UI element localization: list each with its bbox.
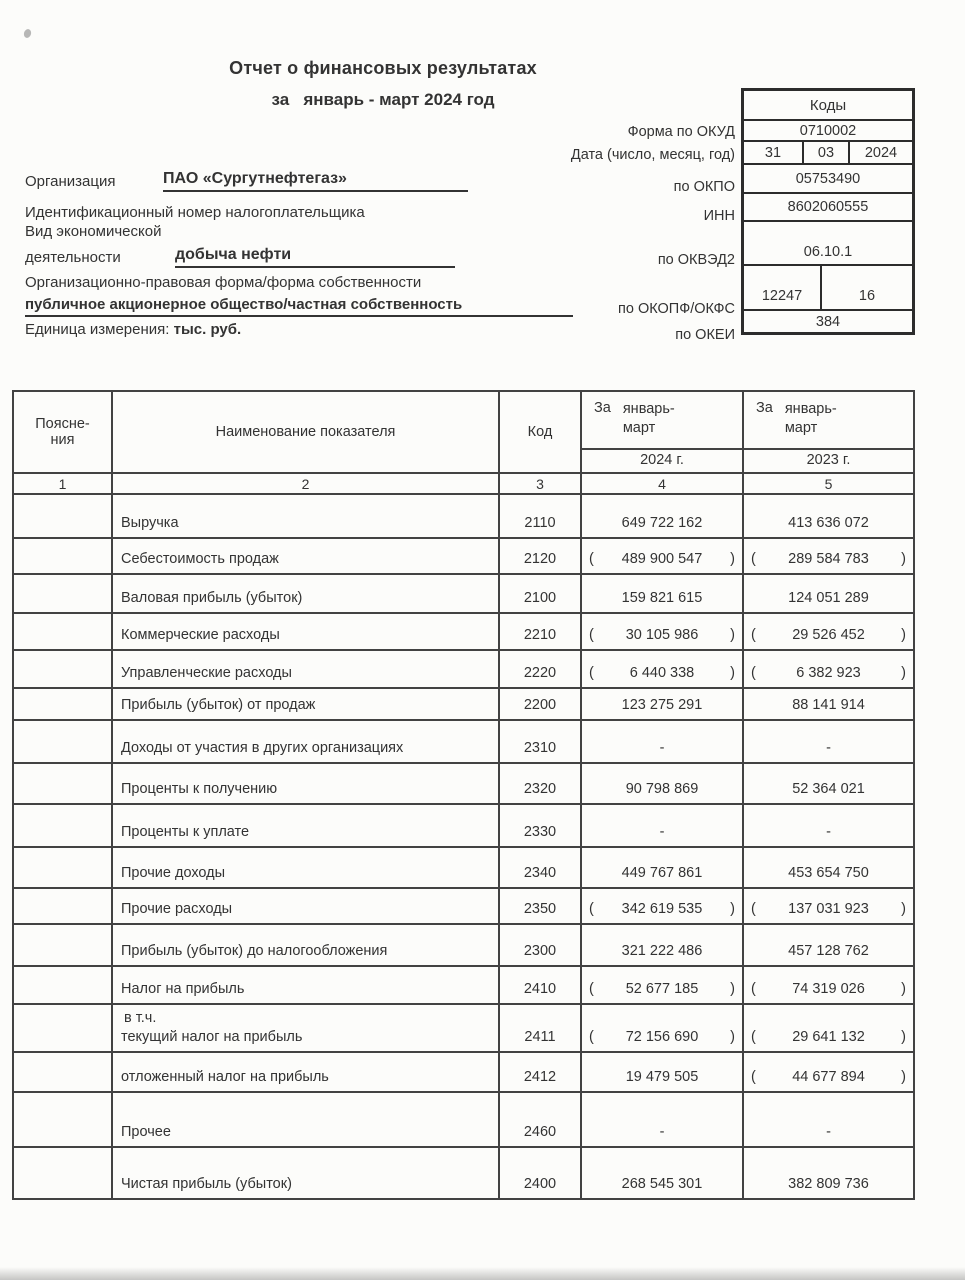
indicator-label: Прибыль (убыток) от продаж (121, 697, 316, 713)
table-row (13, 538, 914, 574)
value-2023: - (826, 824, 831, 840)
okpo-label: по ОКПО (673, 179, 735, 195)
header-explanations: Поясне- ния (13, 391, 112, 473)
explanation-cell (13, 650, 112, 688)
col-num-4: 4 (581, 473, 743, 494)
value-2023-cell (743, 888, 914, 924)
value-2024-cell (581, 1004, 743, 1052)
value-2024-cell (581, 720, 743, 763)
indicator-cell (112, 613, 499, 650)
table-row (13, 847, 914, 888)
value-2023: 289 584 783 (788, 551, 869, 567)
value-2023: 29 526 452 (792, 627, 865, 643)
paren-close: ) (901, 627, 906, 643)
col-num-5: 5 (743, 473, 914, 494)
value-2024-cell (581, 763, 743, 804)
indicator-cell (112, 847, 499, 888)
header-period-2024: За январь- март 2024 г. (581, 391, 743, 473)
scan-artifact (23, 28, 32, 39)
indicator-cell (112, 574, 499, 613)
paren-open: ( (589, 665, 594, 681)
paren-close: ) (730, 627, 735, 643)
value-2024: 30 105 986 (625, 627, 699, 643)
indicator-sublabel: в т.ч. (124, 1009, 157, 1026)
indicator-cell (112, 924, 499, 966)
organization-value: ПАО «Сургутнефтегаз» (163, 170, 468, 192)
value-2024-cell (581, 688, 743, 720)
activity-label-line1: Вид экономической (25, 223, 162, 240)
paren-open: ( (589, 981, 594, 997)
document-period: за январь - март 2024 год (271, 90, 495, 109)
code-cell: 2210 (499, 613, 581, 650)
indicator-cell (112, 1147, 499, 1199)
paren-open: ( (751, 551, 756, 567)
table-row (13, 924, 914, 966)
value-2024-cell (581, 847, 743, 888)
value-2024: 159 821 615 (621, 590, 703, 606)
date-label: Дата (число, месяц, год) (570, 147, 735, 163)
scan-edge-shadow (0, 1267, 965, 1280)
paren-open: ( (751, 981, 756, 997)
code-cell: 2110 (499, 494, 581, 538)
value-2024: 123 275 291 (621, 697, 703, 713)
value-2024: 321 222 486 (621, 943, 703, 959)
unit-label: Единица измерения: (25, 321, 170, 338)
explanation-cell (13, 1052, 112, 1092)
codes-box (741, 88, 915, 335)
value-2023: 44 677 894 (792, 1069, 865, 1085)
indicator-label: Выручка (121, 515, 179, 531)
okved-value: 06.10.1 (744, 220, 912, 264)
value-2023-cell (743, 924, 914, 966)
value-2023: 382 809 736 (788, 1176, 869, 1192)
explanation-cell (13, 804, 112, 847)
okopf-okfs-value-row (744, 264, 912, 309)
col-num-3: 3 (499, 473, 581, 494)
value-2024-cell (581, 804, 743, 847)
value-2023-cell (743, 613, 914, 650)
value-2024-cell (581, 650, 743, 688)
paren-open: ( (751, 665, 756, 681)
explanation-cell (13, 494, 112, 538)
header-code: Код (499, 391, 581, 473)
col-num-2: 2 (112, 473, 499, 494)
value-2024-cell (581, 966, 743, 1004)
table-row (13, 888, 914, 924)
indicator-label: отложенный налог на прибыль (121, 1069, 329, 1085)
value-2024-cell (581, 574, 743, 613)
table-row (13, 650, 914, 688)
inn-value: 8602060555 (744, 192, 912, 220)
inn-label: ИНН (703, 208, 735, 224)
paren-open: ( (589, 551, 594, 567)
indicator-cell (112, 763, 499, 804)
value-2024-cell (581, 1092, 743, 1147)
code-cell: 2320 (499, 763, 581, 804)
paren-open: ( (589, 627, 594, 643)
code-cell: 2200 (499, 688, 581, 720)
indicator-label: текущий налог на прибыль (121, 1029, 303, 1045)
table-row (13, 1147, 914, 1199)
code-cell: 2300 (499, 924, 581, 966)
legal-form-label: Организационно-правовая форма/форма собственности (25, 274, 422, 291)
indicator-cell (112, 966, 499, 1004)
paren-open: ( (751, 627, 756, 643)
value-2023-cell (743, 1052, 914, 1092)
indicator-label: Прочие доходы (121, 865, 226, 881)
indicator-label: Проценты к уплате (121, 824, 250, 840)
value-2024-cell (581, 888, 743, 924)
value-2024: - (659, 824, 665, 840)
value-2024: 449 767 861 (621, 865, 703, 881)
code-cell: 2410 (499, 966, 581, 1004)
okud-value: 0710002 (744, 119, 912, 140)
table-row (13, 688, 914, 720)
indicator-cell (112, 650, 499, 688)
code-cell: 2340 (499, 847, 581, 888)
okpo-value: 05753490 (744, 163, 912, 192)
table-row (13, 494, 914, 538)
za-2024: За (594, 400, 611, 416)
code-cell: 2310 (499, 720, 581, 763)
value-2024: 342 619 535 (621, 901, 703, 917)
value-2023: 137 031 923 (788, 901, 869, 917)
okopf-okfs-label: по ОКОПФ/ОКФС (618, 301, 735, 317)
unit-value: тыс. руб. (173, 321, 242, 338)
indicator-label: Себестоимость продаж (121, 551, 279, 567)
date-month: 03 (802, 142, 848, 163)
code-cell: 2411 (499, 1004, 581, 1052)
value-2023-cell (743, 847, 914, 888)
legal-form-value: публичное акционерное общество/частная собственность (25, 296, 573, 317)
paren-close: ) (901, 551, 906, 567)
value-2023: 413 636 072 (788, 515, 869, 531)
indicator-label: Прибыль (убыток) до налогообложения (121, 943, 388, 959)
document-title: Отчет о финансовых результатах (229, 58, 537, 78)
value-2023: - (826, 740, 831, 756)
explanation-cell (13, 847, 112, 888)
year-2023: 2023 г. (806, 452, 851, 468)
paren-open: ( (751, 1029, 756, 1045)
okei-value: 384 (744, 309, 912, 332)
okved-label: по ОКВЭД2 (657, 252, 735, 268)
value-2023: 74 319 026 (792, 981, 865, 997)
column-number-row (13, 473, 914, 494)
code-cell: 2120 (499, 538, 581, 574)
table-row (13, 804, 914, 847)
value-2024-cell (581, 924, 743, 966)
indicator-label: Валовая прибыль (убыток) (121, 590, 303, 606)
indicator-cell (112, 538, 499, 574)
explanation-cell (13, 1147, 112, 1199)
value-2023-cell (743, 804, 914, 847)
value-2023-cell (743, 494, 914, 538)
codes-box-header: Коды (809, 96, 847, 114)
explanation-cell (13, 688, 112, 720)
value-2024: 489 900 547 (621, 551, 703, 567)
za-2023: За (756, 400, 773, 416)
code-cell: 2220 (499, 650, 581, 688)
paren-open: ( (751, 901, 756, 917)
value-2024-cell (581, 538, 743, 574)
value-2023: 52 364 021 (792, 781, 865, 797)
code-cell: 2400 (499, 1147, 581, 1199)
value-2023: 457 128 762 (788, 943, 869, 959)
table-row (13, 574, 914, 613)
value-2023-cell (743, 1004, 914, 1052)
value-2024: - (659, 1124, 665, 1140)
value-2024: 19 479 505 (625, 1069, 699, 1085)
value-2023-cell (743, 688, 914, 720)
paren-close: ) (730, 665, 735, 681)
indicator-cell (112, 688, 499, 720)
code-cell: 2350 (499, 888, 581, 924)
header-period-2023: За январь- март 2023 г. (743, 391, 914, 473)
paren-close: ) (730, 551, 735, 567)
date-year: 2024 (848, 142, 912, 163)
activity-label-line2: деятельности (25, 249, 121, 266)
okopf-value: 12247 (761, 288, 803, 304)
table-row (13, 720, 914, 763)
paren-close: ) (730, 901, 735, 917)
col-num-1: 1 (13, 473, 112, 494)
value-2023-cell (743, 1147, 914, 1199)
explanation-cell (13, 574, 112, 613)
header-indicator-name: Наименование показателя (112, 391, 499, 473)
taxpayer-id-label: Идентификационный номер налогоплательщика (25, 204, 365, 221)
table-row (13, 966, 914, 1004)
value-2024: 72 156 690 (625, 1029, 699, 1045)
value-2023: 88 141 914 (792, 697, 865, 713)
date-day: 31 (764, 144, 782, 161)
explanation-cell (13, 613, 112, 650)
table-row (13, 1004, 914, 1052)
okud-form-label: Форма по ОКУД (627, 124, 735, 140)
explanation-cell (13, 888, 112, 924)
value-2024-cell (581, 494, 743, 538)
value-2023-cell (743, 720, 914, 763)
value-2023-cell (743, 538, 914, 574)
value-2024: - (659, 740, 665, 756)
value-2023-cell (743, 763, 914, 804)
organization-label: Организация (25, 173, 116, 190)
value-2023-cell (743, 966, 914, 1004)
value-2024: 52 677 185 (625, 981, 699, 997)
code-cell: 2100 (499, 574, 581, 613)
value-2023: - (826, 1124, 831, 1140)
indicator-cell (112, 1004, 499, 1052)
value-2023-cell (743, 650, 914, 688)
table-row (13, 1092, 914, 1147)
paren-close: ) (730, 981, 735, 997)
value-2024: 268 545 301 (621, 1176, 703, 1192)
table-body (13, 494, 914, 1199)
indicator-label: Коммерческие расходы (121, 627, 280, 643)
value-2024-cell (581, 613, 743, 650)
activity-value: добыча нефти (175, 246, 455, 268)
indicator-cell (112, 720, 499, 763)
indicator-label: Проценты к получению (121, 781, 278, 797)
value-2023-cell (743, 574, 914, 613)
okfs-value: 16 (820, 266, 912, 309)
explanation-cell (13, 538, 112, 574)
indicator-label: Чистая прибыль (убыток) (121, 1176, 292, 1192)
table-row (13, 613, 914, 650)
table-row (13, 763, 914, 804)
indicator-cell (112, 1052, 499, 1092)
table-row (13, 1052, 914, 1092)
paren-open: ( (751, 1069, 756, 1085)
code-cell: 2460 (499, 1092, 581, 1147)
explanation-cell (13, 1004, 112, 1052)
value-2023-cell (743, 1092, 914, 1147)
indicator-label: Прочее (121, 1124, 171, 1140)
paren-close: ) (901, 901, 906, 917)
income-statement-table (12, 390, 915, 1200)
indicator-cell (112, 1092, 499, 1147)
value-2024: 649 722 162 (621, 515, 703, 531)
explanation-cell (13, 763, 112, 804)
value-2024: 6 440 338 (629, 665, 695, 681)
paren-close: ) (901, 1029, 906, 1045)
paren-close: ) (730, 1029, 735, 1045)
okei-label: по ОКЕИ (675, 327, 735, 343)
paren-close: ) (901, 665, 906, 681)
value-2023: 29 641 132 (792, 1029, 865, 1045)
explanation-cell (13, 966, 112, 1004)
explanation-cell (13, 924, 112, 966)
indicator-label: Прочие расходы (121, 901, 233, 917)
value-2024: 90 798 869 (625, 781, 699, 797)
year-2024: 2024 г. (640, 452, 684, 468)
value-2023: 124 051 289 (788, 590, 869, 606)
code-cell: 2412 (499, 1052, 581, 1092)
explanation-cell (13, 720, 112, 763)
indicator-label: Управленческие расходы (121, 665, 292, 681)
paren-close: ) (901, 1069, 906, 1085)
value-2023: 453 654 750 (788, 865, 869, 881)
indicator-cell (112, 494, 499, 538)
value-2024-cell (581, 1147, 743, 1199)
paren-open: ( (589, 901, 594, 917)
paren-close: ) (901, 981, 906, 997)
unit-of-measure-line (25, 321, 241, 338)
value-2024-cell (581, 1052, 743, 1092)
indicator-label: Доходы от участия в других организациях (121, 740, 404, 756)
indicator-cell (112, 888, 499, 924)
table-header-row (13, 391, 914, 473)
code-cell: 2330 (499, 804, 581, 847)
indicator-cell (112, 804, 499, 847)
value-2023: 6 382 923 (796, 665, 861, 681)
indicator-label: Налог на прибыль (121, 981, 245, 997)
explanation-cell (13, 1092, 112, 1147)
date-value-row (744, 140, 912, 163)
paren-open: ( (589, 1029, 594, 1045)
